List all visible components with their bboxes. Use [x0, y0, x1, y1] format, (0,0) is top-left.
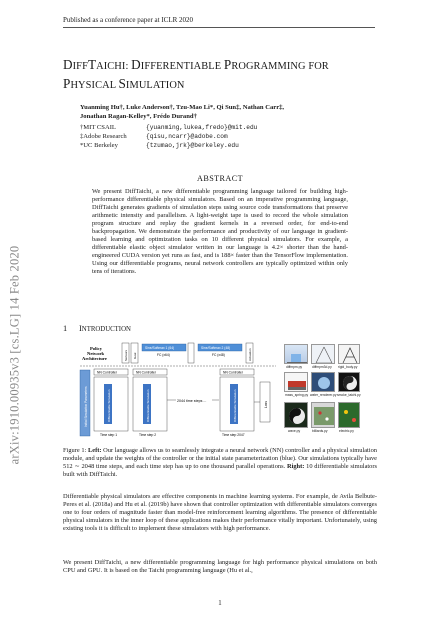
time-step-2 — [133, 369, 167, 437]
thumb-label: electric.py — [339, 429, 354, 433]
thumb-label: diffmpm3d.py — [312, 365, 332, 369]
policy-label-3: Architecture — [82, 356, 107, 361]
svg-text:Differentiable Simulation: Differentiable Simulation — [233, 389, 237, 422]
thumbnail-wave — [284, 402, 308, 428]
svg-text:NN Controller: NN Controller — [223, 370, 243, 375]
svg-text:Time step 1: Time step 1 — [100, 433, 118, 437]
fc1-sub: FC (x64) — [157, 353, 170, 357]
svg-text:Time step 2047: Time step 2047 — [222, 433, 245, 437]
author-line: Yuanming Hu†, Luke Anderson†, Tzu-Mao Li*, Qi Sun‡, Nathan Carr‡, — [80, 104, 285, 111]
author-line: Jonathan Ragan-Kelley*, Frédo Durand† — [80, 113, 197, 121]
author-list — [80, 103, 360, 122]
thumb-label: billiards.py — [312, 429, 328, 433]
fc1-label: Sine/Softmax 1 (64) — [145, 346, 175, 350]
time-step-1 — [94, 369, 128, 437]
body-paragraph: Differentiable physical simulators are effective components in machine learning systems. For example, de Avila Belbute-Peres et al. (2018a) and Hu et al. (2019b) have shown that controller optimization with differentiable simulators converges one to four orders of magnitude faster than model-free reinforcement learning algorithms. The presence of differentiable physical simulators in the inner loop of these applications makes their performance vitally important. Unfortunately, using existing tools it is difficult to implement these simulators with high performance. — [63, 493, 377, 533]
time-step-last — [220, 369, 254, 437]
page-number: 1 — [218, 600, 222, 607]
figure-caption: Figure 1: Left: Our language allows us to seamlessly integrate a neural network (NN) controller and a physical simulation module, and update the weights of the controller or the initial state parameterization (blue). Our simulations typically have 512 ∼ 2048 time steps, and each time step has up to one thousand parallel operations. Right: 10 differentiable simulators built with DiffTaichi. — [63, 447, 377, 479]
thumb-label: water_renderer.py — [310, 393, 337, 397]
affiliation-row: ‡Adobe Research {qisu,ncarr}@adobe.com — [80, 132, 228, 140]
initial-params-label: Initial Simulation Parameters — [84, 386, 88, 427]
thumbnail-smoke — [338, 372, 360, 392]
thumbnail-billiards — [311, 402, 335, 428]
svg-text:Differentiable Simulation: Differentiable Simulation — [107, 389, 111, 422]
conference-note: Published as a conference paper at ICLR 2020 — [63, 16, 194, 24]
thumbnail-diffmpm — [284, 344, 308, 364]
abstract-text: We present DiffTaichi, a new differentiable programming language tailored for building high-performance differentiable physical simulators. Based on an imperative programming language, DiffTaichi generates gradients of simulation steps using source code transformations that preserve arithmetic intensity and parallelism. A light-weight tape is used to record the whole simulation program structure and replay the gradient kernels in a reversed order, for end-to-end backpropagation. We demonstrate the performance and productivity of our language in gradient-based learning and optimization tasks on 10 different physical simulators. For example, a differentiable elastic object simulator written in our language is 4.2× shorter than the hand-engineered CUDA version yet runs as fast, and is 188× faster than the TensorFlow implementation. Using our differentiable programs, neural network controllers are typically optimized within only tens of iterations. — [92, 188, 348, 276]
loss-label: Loss — [264, 401, 268, 408]
thumb-label: mass_spring.py — [285, 393, 309, 397]
header-rule — [63, 27, 375, 28]
affiliation-row: *UC Berkeley {tzumao,jrk}@berkeley.edu — [80, 141, 239, 149]
thumbnail-diffmpm3d — [311, 344, 335, 364]
thumb-label: diffmpm.py — [286, 365, 303, 369]
thumb-label: rigid_body.py — [338, 365, 358, 369]
abstract-heading: ABSTRACT — [197, 174, 243, 183]
policy-label-1: Policy — [90, 346, 102, 351]
figure-1 — [78, 342, 360, 442]
mid-box — [188, 343, 194, 363]
affiliations — [80, 124, 257, 150]
thumbnail-water — [311, 372, 335, 392]
actuation-label: Actuation — [248, 348, 252, 361]
body-paragraph: We present DiffTaichi, a new differentiable programming language for high performance physical simulations on both CPU and GPU. It is based on the Taichi programming language (Hu et al., — [63, 559, 377, 575]
fc2-sub: FC (x48) — [212, 353, 225, 357]
svg-text:Differentiable Simulation: Differentiable Simulation — [146, 389, 150, 422]
sensor-box-label: Sensors — [124, 349, 128, 361]
thumbnail-electric — [338, 402, 360, 428]
architecture-diagram — [78, 342, 278, 442]
policy-label-2: Network — [87, 351, 105, 356]
svg-text:Time step 2: Time step 2 — [139, 433, 157, 437]
affiliation-row: †MIT CSAIL {yuanming,lukea,fredo}@mit.edu — [80, 124, 258, 131]
svg-text:NN Controller: NN Controller — [97, 370, 117, 375]
svg-text:NN Controller: NN Controller — [136, 370, 156, 375]
paper-title: DIFFTAICHI: DIFFERENTIABLE PROGRAMMING FOR PHYSICAL SIMULATION — [63, 57, 329, 91]
thumb-label: wave.py — [288, 429, 301, 433]
steps-ellipsis: 2044 time steps ... — [177, 399, 207, 403]
arxiv-stamp: arXiv:1910.00935v3 [cs.LG] 14 Feb 2020 — [7, 245, 22, 465]
thumbnail-mass-spring — [284, 372, 308, 392]
thumb-label: smoke_taichi.py — [337, 393, 361, 397]
goal-box-label: Goal — [133, 352, 137, 359]
fc2-label: Sine/Softmax 2 (48) — [201, 346, 231, 350]
thumbnail-rigid-body — [338, 344, 360, 364]
section-heading: 1 INTRODUCTION — [63, 324, 131, 333]
